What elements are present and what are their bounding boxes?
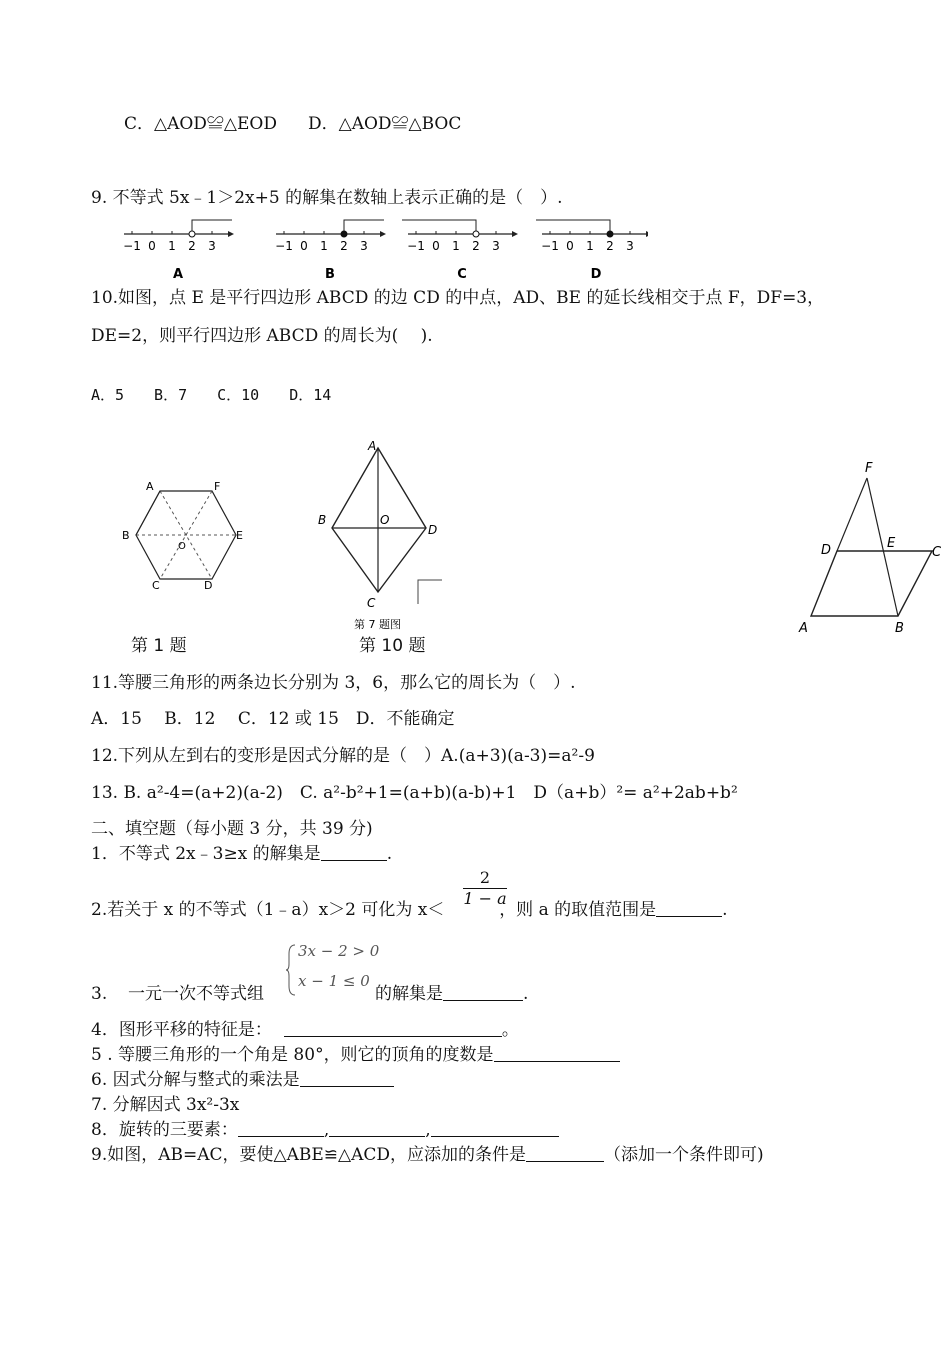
fill-q9 [91,1144,764,1166]
tick-label: −1 [407,239,425,253]
tick-label: 2 [606,239,614,253]
q11-options: A．15 B．12 C．12 或 15 D．不能确定 [91,709,455,729]
q12-question: 12.下列从左到右的变形是因式分解的是（ ）A.(a+3)(a-3)=a²-9 [91,746,595,766]
tick-label: 2 [472,239,480,253]
tick-label: 2 [188,239,196,253]
hex-label-e: E [236,529,243,542]
para-label-c: C [932,545,942,560]
endpoint-dot [607,231,613,237]
rhombus-figure [310,436,450,632]
fill-q4: 4．图形平移的特征是： 。 [91,1020,519,1040]
fill-q3-tail: 的解集是 . [375,984,529,1004]
figure-caption-10: 第 10 题 [359,636,426,656]
number-line-b [275,220,386,282]
number-line-a [123,220,234,282]
tick-label: 3 [626,239,634,253]
fill-q8-blank-3[interactable] [431,1120,559,1137]
endpoint-dot [189,231,195,237]
q9-number-lines [118,212,648,284]
fill-q1: 1．不等式 2x﹣3≥x 的解集是 . [91,844,393,864]
section2-title: 二、填空题（每小题 3 分，共 39 分) [91,819,373,839]
fill-q9-note: （添加一个条件即可) [604,1145,764,1165]
fill-q3-suffix: 的解集是 [375,984,443,1004]
fill-q2-numerator: 2 [479,868,491,887]
tick-label: 3 [208,239,216,253]
fill-q1-blank[interactable] [321,844,387,861]
tick-label: 3 [360,239,368,253]
hex-label-c: C [152,579,160,592]
fill-q9-text: 9.如图，AB=AC，要使△ABE≌△ACD，应添加的条件是 [91,1145,527,1165]
fill-q8-text: 8．旋转的三要素： [91,1120,238,1140]
fill-q3-ineq2: x − 1 ≤ 0 [298,972,370,990]
fill-q2-blank[interactable] [656,900,722,917]
rhombus-label-o: O [380,513,390,527]
q10-question-line1: 10.如图，点 E 是平行四边形 ABCD 的边 CD 的中点，AD、BE 的延长线相交于点 F，DF=3， [91,288,825,308]
tick-label: −1 [123,239,141,253]
q8-option-d: D．△AOD≌△BOC [308,114,462,134]
rhombus-inner-caption: 第 7 题图 [354,618,401,631]
hex-label-b: B [122,529,130,542]
fill-q2-suffix: ，则 a 的取值范围是 [499,900,657,920]
tick-label: 2 [340,239,348,253]
rhombus-label-d: D [428,523,438,537]
fill-q7: 7. 分解因式 3x²-3x [91,1095,240,1115]
q11-question: 11.等腰三角形的两条边长分别为 3，6，那么它的周长为（ ）. [91,673,576,693]
endpoint-dot [473,231,479,237]
para-label-d: D [821,543,832,558]
tick-label: 1 [320,239,328,253]
fill-q2-denominator: 1 − a [463,889,507,908]
hex-label-f: F [214,480,221,493]
tick-label: 1 [168,239,176,253]
hex-label-a: A [146,480,154,493]
number-line-c [402,220,518,282]
fill-q6 [91,1069,394,1091]
number-line-label: A [172,267,184,282]
para-label-a: A [799,621,808,636]
q8-option-c: C．△AOD≌△EOD [124,114,277,134]
tick-label: 0 [148,239,156,253]
para-label-b: B [895,621,904,636]
hex-label-o: O [178,541,186,552]
rhombus-label-a: A [368,439,377,453]
tick-label: 0 [432,239,440,253]
tick-label: −1 [275,239,293,253]
number-line-label: B [325,267,335,282]
rhombus-label-c: C [367,596,376,610]
fill-q3-label: 一元一次不等式组 [128,984,264,1004]
fill-q9-blank[interactable] [526,1145,604,1162]
fill-q8: 8．旋转的三要素： , , [91,1119,559,1141]
fill-q1-text: 1．不等式 2x﹣3≥x 的解集是 [91,844,321,864]
fill-q3-ineq1: 3x − 2 > 0 [298,942,380,960]
tick-label: −1 [541,239,559,253]
fill-q4-text: 4．图形平移的特征是： [91,1020,272,1040]
fill-q3-number: 3. [91,984,108,1004]
endpoint-dot [341,231,347,237]
figure-caption-1: 第 1 题 [131,636,187,656]
q10-options: A．5 B．7 C．10 D．14 [91,386,332,404]
tick-label: 3 [492,239,500,253]
fill-q3-system [286,942,380,998]
parallelogram-figure [795,456,950,638]
q10-question-line2: DE=2，则平行四边形 ABCD 的周长为( ). [91,326,433,346]
hexagon-figure [118,478,248,594]
fill-q6-text: 6. 因式分解与整式的乘法是 [91,1070,300,1090]
fill-q2-fraction [463,868,507,909]
fill-q5-blank[interactable] [494,1045,620,1062]
fill-q6-blank[interactable] [300,1070,394,1087]
fill-q5-text: 5 . 等腰三角形的一个角是 80°，则它的顶角的度数是 [91,1045,494,1065]
fill-q3-blank[interactable] [443,984,523,1001]
tick-label: 0 [300,239,308,253]
para-label-f: F [865,461,873,476]
q13-options: 13. B. a²-4=(a+2)(a-2) C. a²-b²+1=(a+b)(a-b)+1 D（a+b）²= a²+2ab+b² [91,783,738,803]
hex-label-d: D [204,579,213,592]
number-line-label: C [457,267,467,282]
fill-q8-blank-2[interactable] [329,1120,425,1137]
number-line-d [536,220,648,282]
fill-q8-blank-1[interactable] [238,1120,324,1137]
fill-q4-blank[interactable] [284,1020,502,1037]
number-line-label: D [590,267,602,282]
para-label-e: E [887,536,896,551]
q9-question: 9. 不等式 5x﹣1＞2x+5 的解集在数轴上表示正确的是（ ）. [91,188,563,208]
fill-q2-prefix: 2.若关于 x 的不等式（1﹣a）x＞2 可化为 x＜ [91,900,445,920]
tick-label: 0 [566,239,574,253]
rhombus-label-b: B [318,513,327,527]
fill-q5 [91,1044,620,1066]
tick-label: 1 [586,239,594,253]
tick-label: 1 [452,239,460,253]
fill-q2: 2.若关于 x 的不等式（1﹣a）x＞2 可化为 x＜ ，则 a 的取值范围是 . [91,900,728,920]
